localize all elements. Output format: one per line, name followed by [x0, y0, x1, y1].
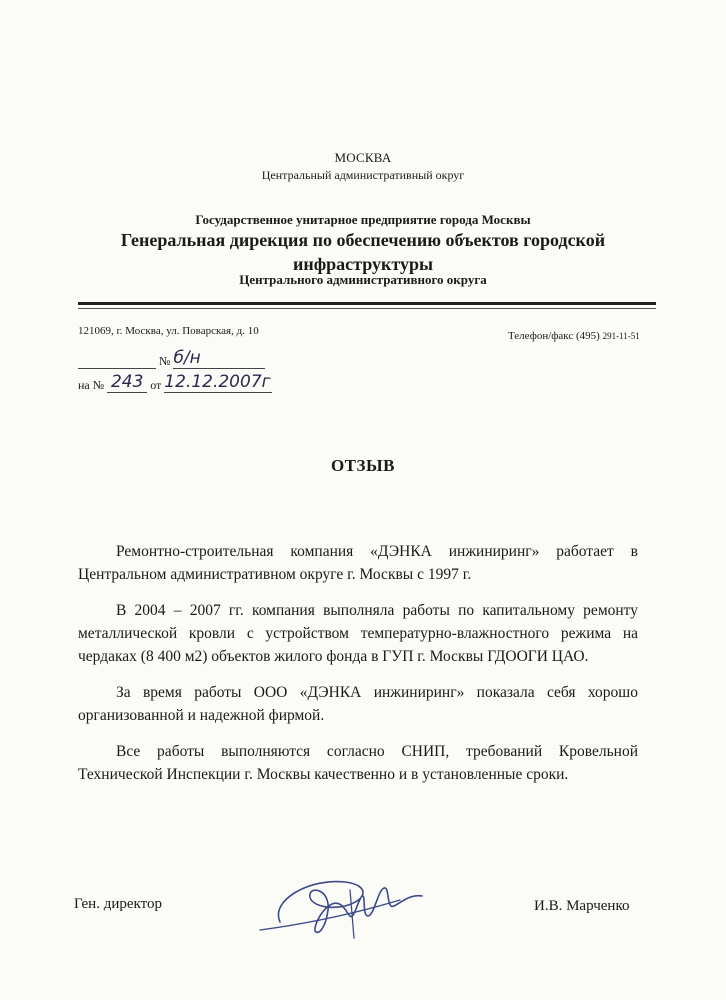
body-paragraph: За время работы ООО «ДЭНКА инжиниринг» показала себя хорошо организованной и надежной фирмой. — [78, 684, 638, 724]
reference-number-line — [78, 372, 272, 393]
letterhead-address: 121069, г. Москва, ул. Поварская, д. 10 — [78, 325, 259, 337]
letterhead-org-line2 — [0, 228, 726, 276]
body-paragraph: В 2004 – 2007 гг. компания выполняла работы по капитальному ремонту металлической кровли с устройством температурно-влажностного режима на чердаках (8 400 м2) объектов жилого фонда в ГУП г. Москвы ГДООГИ ЦАО. — [78, 602, 638, 665]
letterhead-phone — [508, 330, 640, 342]
letterhead-city: МОСКВА — [334, 150, 392, 165]
letterhead-org-line3: Центрального административного округа — [239, 272, 487, 287]
reference-number-value: 243 — [107, 372, 147, 393]
body-paragraph: Все работы выполняются согласно СНИП, требований Кровельной Технической Инспекции г. Москвы качественно и в установленные сроки. — [78, 743, 638, 783]
signatory-name: И.В. Марченко — [534, 898, 630, 914]
signatory-position: Ген. директор — [74, 896, 162, 912]
reference-date-value: 12.12.2007г — [164, 372, 271, 392]
outgoing-date-blank — [78, 353, 156, 369]
reference-date-prefix: от — [150, 378, 162, 392]
letterhead-org-name: Генеральная дирекция по обеспечению объектов городской инфраструктуры — [120, 230, 606, 274]
outgoing-number-line — [78, 348, 265, 369]
reference-prefix: на № — [78, 378, 105, 392]
letterhead-rule-thick — [78, 302, 656, 305]
document-body — [78, 540, 638, 799]
handwritten-signature — [250, 860, 430, 950]
letterhead-district: Центральный административный округ — [261, 168, 465, 182]
phone-number: 291-11-51 — [602, 331, 640, 341]
letterhead-rule-thin — [78, 308, 656, 309]
outgoing-number-value: б/н — [173, 348, 265, 369]
outgoing-number-prefix: № — [159, 354, 171, 368]
letterhead-org-line1: Государственное унитарное предприятие города Москвы — [195, 212, 531, 227]
phone-label: Телефон/факс (495) — [508, 330, 600, 342]
document-title: ОТЗЫВ — [330, 456, 396, 475]
body-paragraph: Ремонтно-строительная компания «ДЭНКА инжиниринг» работает в Центральном административном округе г. Москвы с 1997 г. — [78, 543, 638, 583]
